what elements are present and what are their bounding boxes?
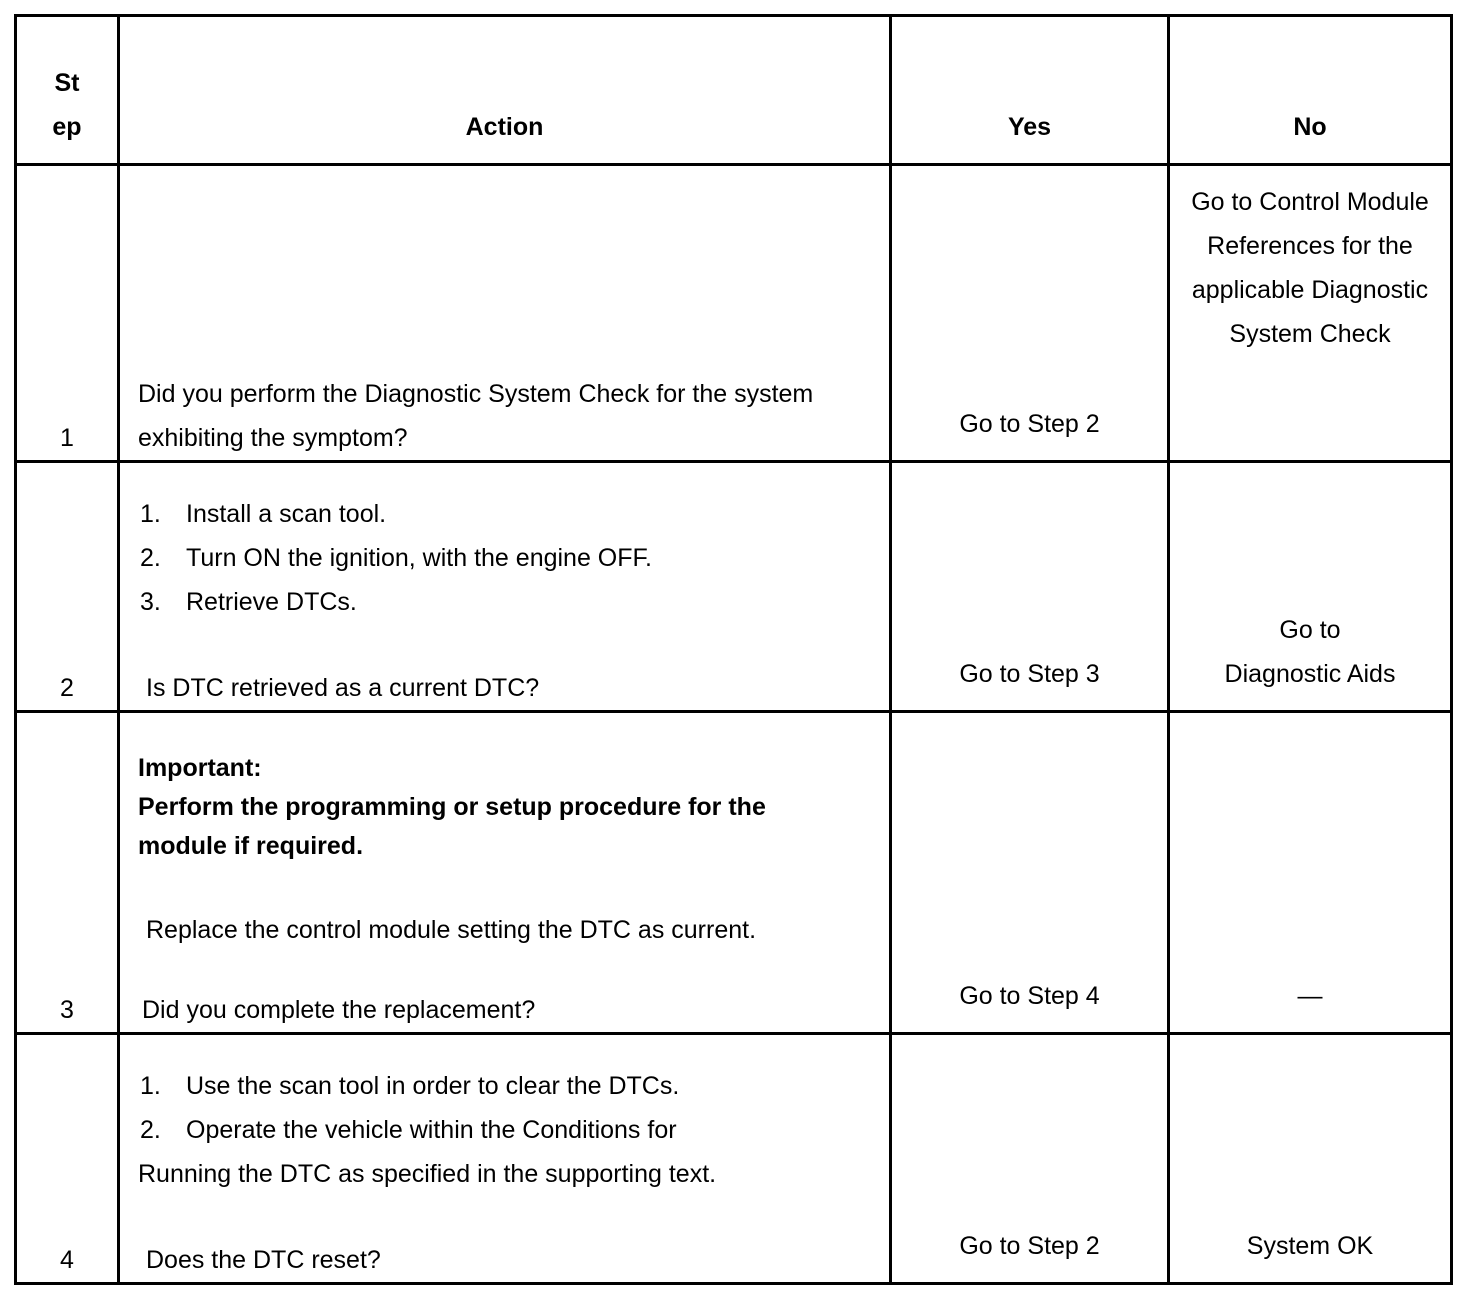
yes-cell: Go to Step 2 bbox=[891, 1034, 1169, 1284]
action-text: Replace the control module setting the DTC as current. bbox=[146, 916, 757, 944]
table-row bbox=[16, 1034, 1452, 1284]
yes-cell: Go to Step 3 bbox=[891, 462, 1169, 712]
list-item-text: Use the scan tool in order to clear the DTCs. bbox=[186, 1072, 680, 1100]
yes-cell: Go to Step 4 bbox=[891, 712, 1169, 1034]
step-header-line2: ep bbox=[52, 113, 82, 141]
no-cell bbox=[1169, 165, 1452, 462]
action-cell bbox=[119, 712, 891, 1034]
no-cell: System OK bbox=[1169, 1034, 1452, 1284]
no-cell: — bbox=[1169, 712, 1452, 1034]
diagnostic-table bbox=[14, 14, 1453, 1285]
list-item: 2. Operate the vehicle within the Conditions for bbox=[138, 1108, 875, 1152]
important-text: Perform the programming or setup procedure for the module if required. bbox=[138, 793, 766, 860]
question-text: Did you complete the replacement? bbox=[142, 996, 536, 1024]
step-number: 2 bbox=[16, 462, 119, 712]
list-item-text: Turn ON the ignition, with the engine OFF. bbox=[186, 544, 652, 572]
action-cell bbox=[119, 1034, 891, 1284]
action-header: Action bbox=[119, 16, 891, 165]
step-number: 3 bbox=[16, 712, 119, 1034]
important-label: Important: bbox=[138, 754, 262, 782]
list-item-continuation: Running the DTC as specified in the supporting text. bbox=[138, 1160, 717, 1188]
yes-cell: Go to Step 2 bbox=[891, 165, 1169, 462]
no-text: Go to Diagnostic Aids bbox=[1224, 616, 1396, 688]
action-cell bbox=[119, 462, 891, 712]
step-header-line1: St bbox=[54, 69, 80, 97]
list-item-text: Operate the vehicle within the Conditions for bbox=[186, 1116, 677, 1144]
action-cell bbox=[119, 165, 891, 462]
action-text: Did you perform the Diagnostic System Check for the system exhibiting the symptom? bbox=[138, 380, 814, 452]
question-text: Does the DTC reset? bbox=[146, 1246, 381, 1274]
list-item-text: Retrieve DTCs. bbox=[186, 588, 357, 616]
list-item: 3. Retrieve DTCs. bbox=[138, 580, 875, 624]
list-item: 2. Turn ON the ignition, with the engine OFF. bbox=[138, 536, 875, 580]
step-number: 1 bbox=[16, 165, 119, 462]
table-row bbox=[16, 462, 1452, 712]
table-row bbox=[16, 712, 1452, 1034]
header-row bbox=[16, 16, 1452, 165]
step-header bbox=[16, 16, 119, 165]
question-text: Is DTC retrieved as a current DTC? bbox=[146, 674, 540, 702]
no-text: Go to Control Module References for the applicable Diagnostic System Check bbox=[1191, 188, 1429, 348]
step-number: 4 bbox=[16, 1034, 119, 1284]
list-item-text: Install a scan tool. bbox=[186, 500, 387, 528]
no-cell bbox=[1169, 462, 1452, 712]
list-item: 1. Use the scan tool in order to clear the DTCs. bbox=[138, 1064, 875, 1108]
no-header: No bbox=[1169, 16, 1452, 165]
yes-header: Yes bbox=[891, 16, 1169, 165]
table-row bbox=[16, 165, 1452, 462]
list-item: 1. Install a scan tool. bbox=[138, 492, 875, 536]
